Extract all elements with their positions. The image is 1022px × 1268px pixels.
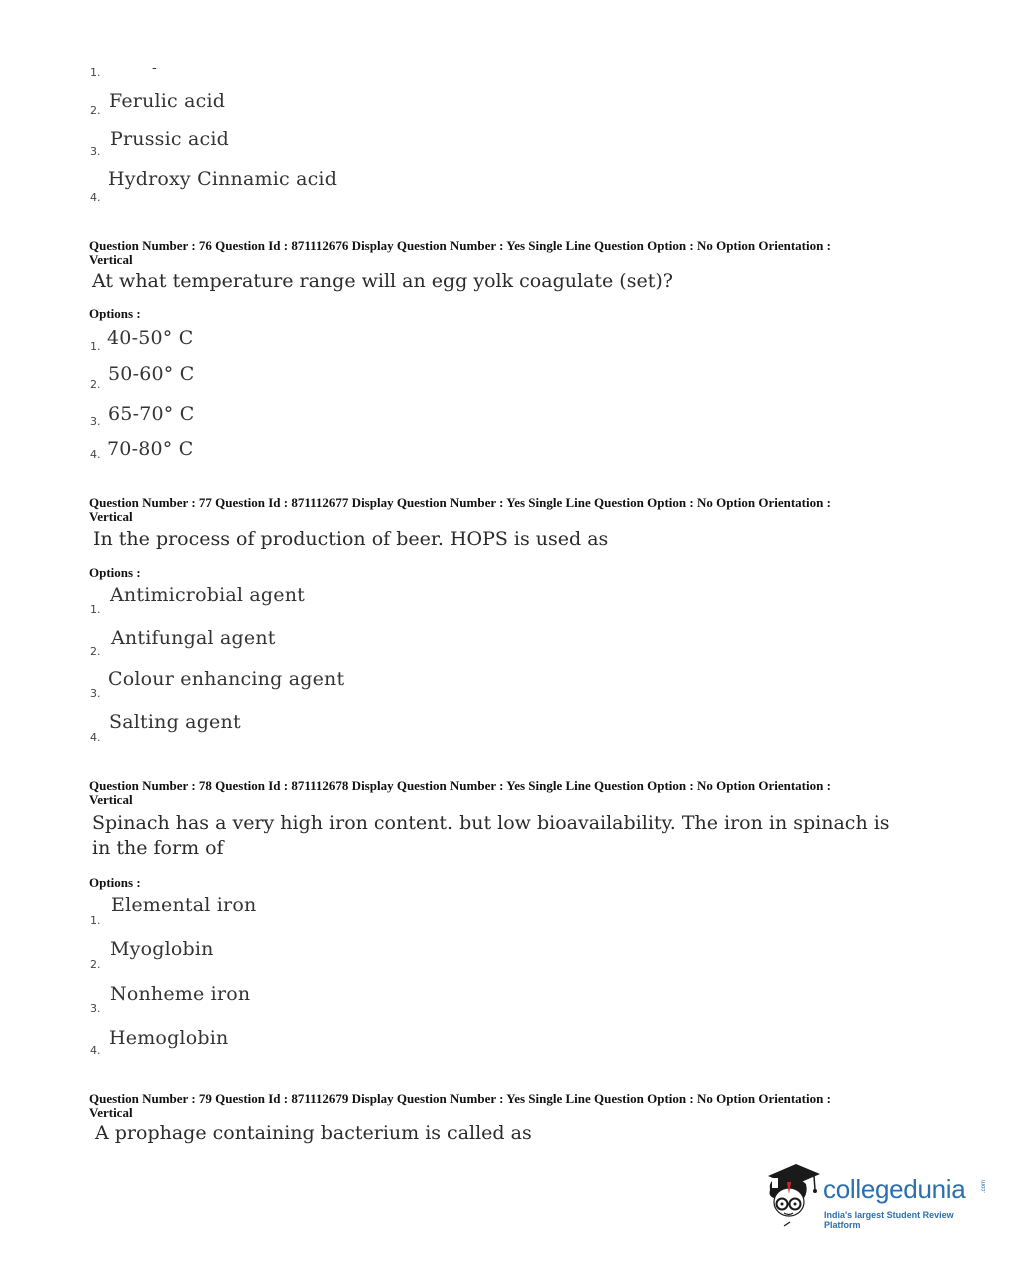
- option-number: 1.: [90, 340, 101, 353]
- logo-wordmark: collegedunia: [823, 1174, 966, 1204]
- option-number: 3.: [90, 687, 101, 700]
- option-text: -: [152, 60, 157, 76]
- option-number: 4.: [90, 731, 101, 744]
- option-number: 4.: [90, 448, 101, 461]
- option-number: 4.: [90, 1044, 101, 1057]
- options-label: Options :: [89, 565, 141, 580]
- option-text: 50-60° C: [108, 363, 195, 385]
- option-text: 70-80° C: [107, 438, 194, 460]
- option-number: 2.: [90, 958, 101, 971]
- option-text: Myoglobin: [110, 938, 214, 960]
- option-number: 4.: [90, 191, 101, 204]
- question-meta: Question Number : 77 Question Id : 871112677 Display Question Number : Yes Single Line Question Option : No Option Orientation : Vertical: [89, 495, 831, 524]
- option-text: Salting agent: [109, 711, 241, 733]
- logo-domain-suffix: .com: [981, 1180, 987, 1194]
- option-text: 65-70° C: [108, 403, 195, 425]
- options-label: Options :: [89, 875, 141, 890]
- option-text: Antifungal agent: [111, 627, 276, 649]
- option-number: 2.: [90, 378, 101, 391]
- option-number: 2.: [90, 104, 101, 117]
- question-text: At what temperature range will an egg yolk coagulate (set)?: [92, 270, 673, 292]
- option-text: Colour enhancing agent: [108, 668, 345, 690]
- option-text: Prussic acid: [110, 128, 229, 150]
- option-text: Hydroxy Cinnamic acid: [108, 168, 338, 190]
- question-meta: Question Number : 78 Question Id : 871112678 Display Question Number : Yes Single Line Question Option : No Option Orientation : Vertical: [89, 778, 831, 807]
- option-text: Hemoglobin: [109, 1027, 229, 1049]
- question-text: In the process of production of beer. HOPS is used as: [93, 528, 609, 550]
- option-number: 3.: [90, 415, 101, 428]
- question-meta: Question Number : 79 Question Id : 871112679 Display Question Number : Yes Single Line Question Option : No Option Orientation : Vertical: [89, 1091, 831, 1120]
- question-text: Spinach has a very high iron content. but low bioavailability. The iron in spinach is in the form of: [92, 812, 890, 859]
- option-number: 1.: [90, 603, 101, 616]
- logo-tagline: India's largest Student Review Platform: [824, 1210, 954, 1230]
- question-text: A prophage containing bacterium is called as: [95, 1122, 532, 1144]
- option-number: 1.: [90, 66, 101, 79]
- option-text: Ferulic acid: [109, 90, 226, 112]
- option-text: Elemental iron: [111, 894, 257, 916]
- option-number: 3.: [90, 1002, 101, 1015]
- option-number: 2.: [90, 645, 101, 658]
- option-text: Antimicrobial agent: [110, 584, 306, 606]
- option-number: 3.: [90, 145, 101, 158]
- option-text: 40-50° C: [107, 327, 194, 349]
- options-label: Options :: [89, 306, 141, 321]
- option-number: 1.: [90, 914, 101, 927]
- option-text: Nonheme iron: [110, 983, 251, 1005]
- question-meta: Question Number : 76 Question Id : 871112676 Display Question Number : Yes Single Line Question Option : No Option Orientation : Vertical: [89, 238, 831, 267]
- collegedunia-logo: [762, 1160, 992, 1230]
- graduate-mascot-icon: [762, 1160, 822, 1230]
